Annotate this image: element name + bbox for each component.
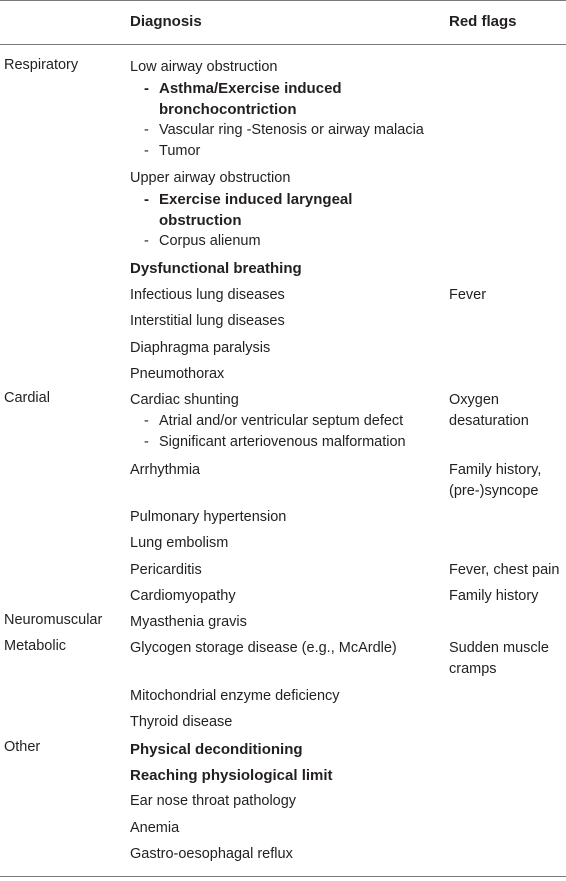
diagnosis-label: Ear nose throat pathology bbox=[130, 793, 297, 809]
category-cell: Other bbox=[4, 739, 41, 755]
diagnosis-cell bbox=[130, 533, 435, 554]
diagnosis-cell bbox=[130, 258, 435, 279]
category-cell: Neuromuscular bbox=[4, 612, 103, 628]
sub-diagnosis-item bbox=[130, 432, 435, 453]
diagnosis-cell bbox=[130, 57, 435, 162]
sub-diagnosis-text: Tumor bbox=[159, 143, 201, 159]
diagnosis-label: Infectious lung diseases bbox=[130, 287, 285, 303]
sub-diagnosis-text: Significant arteriovenous malformation bbox=[159, 434, 406, 450]
diagnosis-cell bbox=[130, 844, 435, 865]
table-top-rule bbox=[0, 0, 566, 1]
diagnosis-label: Pericarditis bbox=[130, 562, 202, 578]
header-rule bbox=[0, 44, 566, 45]
red-flag-cell: Family history, (pre-)syncope bbox=[449, 462, 542, 499]
sub-diagnosis-list bbox=[130, 411, 435, 453]
red-flag-cell: Oxygen desaturation bbox=[449, 392, 529, 429]
bullet-dash: - bbox=[144, 434, 149, 450]
diagnosis-label: Low airway obstruction bbox=[130, 59, 278, 75]
sub-diagnosis-text: Exercise induced laryngeal obstruction bbox=[159, 191, 353, 229]
bullet-dash: - bbox=[144, 413, 149, 429]
diagnosis-label: Gastro-oesophagal reflux bbox=[130, 846, 293, 862]
diagnosis-label: Cardiomyopathy bbox=[130, 588, 236, 604]
diagnosis-label: Dysfunctional breathing bbox=[130, 260, 302, 277]
column-header-red-flags: Red flags bbox=[449, 13, 517, 30]
diagnosis-label: Pulmonary hypertension bbox=[130, 509, 287, 525]
diagnosis-label: Cardiac shunting bbox=[130, 392, 239, 408]
sub-diagnosis-list bbox=[130, 189, 435, 252]
diagnosis-label: Upper airway obstruction bbox=[130, 170, 291, 186]
diagnosis-cell bbox=[130, 364, 435, 385]
diagnosis-label: Lung embolism bbox=[130, 535, 229, 551]
category-cell: Cardial bbox=[4, 390, 50, 406]
red-flag-cell: Fever, chest pain bbox=[449, 562, 560, 578]
table-bottom-rule bbox=[0, 876, 566, 877]
red-flag-cell: Sudden muscle cramps bbox=[449, 640, 549, 677]
diagnosis-cell bbox=[130, 765, 435, 786]
diagnosis-label: Arrhythmia bbox=[130, 462, 201, 478]
diagnosis-cell bbox=[130, 739, 435, 760]
red-flag-cell: Family history bbox=[449, 588, 539, 604]
diagnosis-cell bbox=[130, 285, 435, 306]
bullet-dash: - bbox=[144, 122, 149, 138]
sub-diagnosis-text: Asthma/Exercise induced bronchocontriction bbox=[159, 80, 342, 118]
diagnosis-cell bbox=[130, 638, 435, 659]
diagnosis-label: Mitochondrial enzyme deficiency bbox=[130, 688, 340, 704]
diagnosis-label: Physical deconditioning bbox=[130, 741, 303, 758]
diagnosis-cell bbox=[130, 818, 435, 839]
column-header-diagnosis: Diagnosis bbox=[130, 13, 202, 30]
sub-diagnosis-item bbox=[130, 141, 435, 162]
sub-diagnosis-text: Atrial and/or ventricular septum defect bbox=[159, 413, 404, 429]
red-flag-cell: Fever bbox=[449, 287, 487, 303]
diagnosis-cell bbox=[130, 791, 435, 812]
diagnosis-label: Reaching physiological limit bbox=[130, 767, 333, 784]
diagnosis-cell bbox=[130, 507, 435, 528]
diagnosis-cell bbox=[130, 390, 435, 453]
sub-diagnosis-list bbox=[130, 78, 435, 162]
sub-diagnosis-text: Corpus alienum bbox=[159, 233, 261, 249]
sub-diagnosis-item bbox=[130, 78, 435, 120]
sub-diagnosis-item bbox=[130, 231, 435, 252]
diagnosis-label: Pneumothorax bbox=[130, 366, 225, 382]
bullet-dash: - bbox=[144, 143, 149, 159]
bullet-dash: - bbox=[144, 191, 149, 208]
diagnosis-cell bbox=[130, 612, 435, 633]
diagnosis-cell bbox=[130, 460, 435, 481]
category-cell: Metabolic bbox=[4, 638, 67, 654]
diagnosis-label: Myasthenia gravis bbox=[130, 614, 247, 630]
diagnosis-label: Interstitial lung diseases bbox=[130, 313, 285, 329]
sub-diagnosis-text: Vascular ring -Stenosis or airway malacia bbox=[159, 122, 424, 138]
sub-diagnosis-item bbox=[130, 411, 435, 432]
sub-diagnosis-item bbox=[130, 120, 435, 141]
diagnosis-cell bbox=[130, 712, 435, 733]
diagnosis-cell bbox=[130, 686, 435, 707]
diagnosis-label: Anemia bbox=[130, 820, 180, 836]
category-cell: Respiratory bbox=[4, 57, 79, 73]
sub-diagnosis-item bbox=[130, 189, 435, 231]
diagnosis-cell bbox=[130, 168, 435, 252]
diagnosis-label: Glycogen storage disease (e.g., McArdle) bbox=[130, 640, 397, 656]
bullet-dash: - bbox=[144, 233, 149, 249]
diagnosis-cell bbox=[130, 311, 435, 332]
diagnosis-cell bbox=[130, 586, 435, 607]
diagnosis-cell bbox=[130, 338, 435, 359]
diagnosis-cell bbox=[130, 560, 435, 581]
diagnosis-label: Thyroid disease bbox=[130, 714, 233, 730]
bullet-dash: - bbox=[144, 80, 149, 97]
diagnosis-label: Diaphragma paralysis bbox=[130, 340, 271, 356]
